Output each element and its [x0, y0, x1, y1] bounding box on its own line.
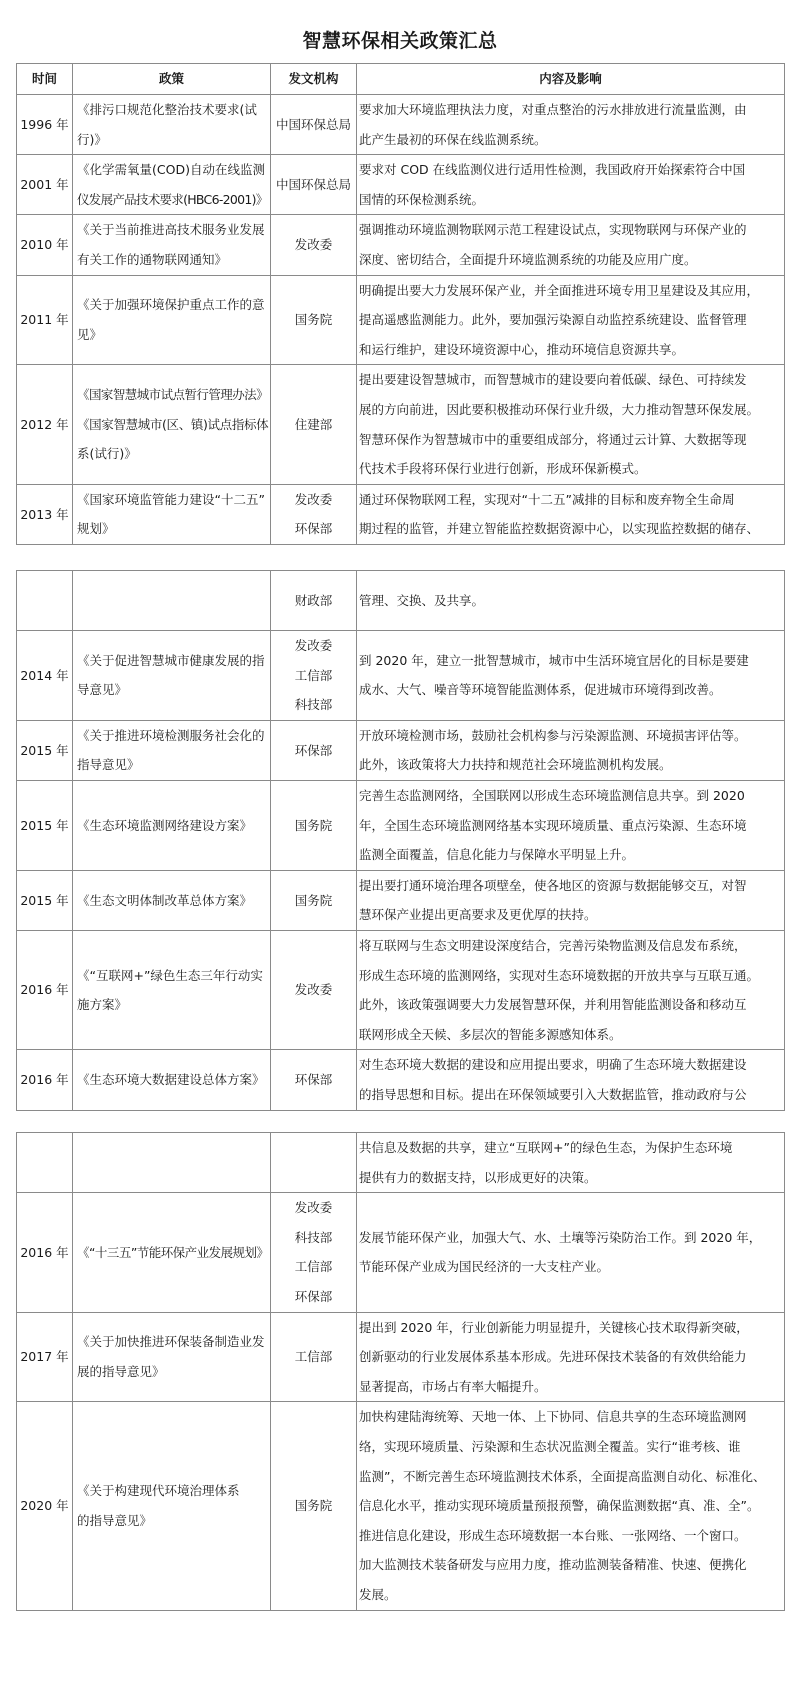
- cell-line: 环保部: [294, 742, 333, 758]
- cell-line: 科技部: [294, 697, 333, 713]
- cell-line: 管理、交换、及共享。: [359, 592, 485, 608]
- cell-line: 《关于构建现代环境治理体系: [77, 1483, 240, 1499]
- cell-line: 代技术手段将环保行业进行创新，形成环保新模式。: [359, 461, 647, 477]
- cell-policy: [73, 484, 271, 544]
- cell-line: 中国环保总局: [275, 116, 351, 132]
- table-row: [17, 930, 785, 1049]
- cell-line: 《生态文明体制改革总体方案》: [77, 892, 253, 908]
- table-row: [17, 1402, 785, 1610]
- cell-line: 《“十三五”节能环保产业发展规划》: [77, 1244, 269, 1260]
- table-row: [17, 1050, 785, 1110]
- cell-line: 展的方向前进，因此要积极推动环保行业升级，大力推动智慧环保发展。: [359, 401, 760, 417]
- cell-policy: [73, 780, 271, 870]
- cell-line: 的指导意见》: [77, 1512, 153, 1528]
- cell-line: 《关于推进环境检测服务社会化的: [77, 727, 265, 743]
- cell-line: 和运行维护，建设环境资源中心，推动环境信息资源共享。: [359, 341, 685, 357]
- cell-year: 2015 年: [17, 780, 73, 870]
- cell-line: 联网形成全天候、多层次的智能多源感知体系。: [359, 1026, 622, 1042]
- cell-line: 开放环境检测市场，鼓励社会机构参与污染源监测、环境损害评估等。: [359, 727, 747, 743]
- cell-line: 《生态环境大数据建设总体方案》: [77, 1072, 265, 1088]
- cell-line: 发改委: [294, 1200, 333, 1216]
- cell-year: [17, 571, 73, 631]
- cell-policy: [73, 1312, 271, 1402]
- cell-line: 提出要建设智慧城市，而智慧城市的建设要向着低碳、绿色、可持续发: [359, 372, 747, 388]
- cell-line: 发改委: [294, 638, 333, 653]
- cell-policy: [73, 365, 271, 484]
- cell-line: 智慧环保作为智慧城市中的重要组成部分，将通过云计算、大数据等现: [359, 431, 747, 447]
- cell-line: 共信息及数据的共享，建立“互联网+”的绿色生态，为保护生态环境: [359, 1140, 733, 1155]
- cell-org: [271, 1133, 357, 1193]
- cell-line: 要求对 COD 在线监测仪进行适用性检测，我国政府开始探索符合中国: [359, 162, 746, 178]
- cell-year: 2015 年: [17, 720, 73, 780]
- cell-line: 强调推动环境监测物联网示范工程建设试点，实现物联网与环保产业的: [359, 222, 747, 238]
- cell-line: 此产生最初的环保在线监测系统。: [359, 131, 547, 147]
- cell-line: 住建部: [294, 416, 333, 432]
- header-year: 时间: [17, 64, 73, 95]
- cell-line: 国情的环保检测系统。: [359, 191, 485, 207]
- cell-line: 财政部: [294, 592, 333, 608]
- cell-line: 加大监测技术装备研发与应用力度，推动监测装备精准、快速、便携化: [359, 1557, 747, 1573]
- cell-org: [271, 930, 357, 1049]
- cell-content: [357, 1193, 785, 1312]
- cell-content: [357, 365, 785, 484]
- cell-policy: [73, 1402, 271, 1610]
- cell-line: 信息化水平，推动实现环境质量预报预警，确保监测数据“真、准、全”。: [359, 1498, 760, 1514]
- cell-line: 将互联网与生态文明建设深度结合，完善污染物监测及信息发布系统，: [359, 937, 747, 953]
- cell-line: 到 2020 年，建立一批智慧城市，城市中生活环境宜居化的目标是要建: [359, 652, 749, 668]
- header-row: [17, 64, 785, 95]
- cell-line: 《关于加强环境保护重点工作的意: [77, 297, 265, 313]
- cell-line: 《国家智慧城市试点暂行管理办法》: [77, 387, 269, 403]
- cell-org: [271, 631, 357, 721]
- cell-line: 此外，该政策将大力扶持和规范社会环境监测机构发展。: [359, 757, 672, 773]
- cell-line: 规划》: [77, 521, 115, 537]
- cell-line: 监测”，不断完善生态环境监测技术体系，全面提高监测自动化、标准化、: [359, 1468, 766, 1484]
- cell-line: 国务院: [294, 892, 333, 908]
- cell-line: 国务院: [294, 312, 333, 328]
- cell-line: 中国环保总局: [275, 176, 351, 192]
- cell-line: 行)》: [77, 131, 107, 147]
- cell-org: [271, 870, 357, 930]
- cell-year: 2011 年: [17, 275, 73, 365]
- table-row: [17, 1133, 785, 1193]
- cell-line: 要求加大环境监理执法力度，对重点整治的污水排放进行流量监测，由: [359, 102, 747, 117]
- cell-line: 科技部: [294, 1229, 333, 1245]
- cell-content: [357, 571, 785, 631]
- cell-line: 提供有力的数据支持，以形成更好的决策。: [359, 1169, 597, 1185]
- cell-line: 络，实现环境质量、污染源和生态状况监测全覆盖。实行“谁考核、谁: [359, 1438, 741, 1454]
- cell-line: 深度、密切结合，全面提升环境监测系统的功能及应用广度。: [359, 251, 697, 267]
- cell-line: 工信部: [294, 1259, 333, 1275]
- cell-line: 见》: [77, 326, 103, 342]
- cell-content: [357, 484, 785, 544]
- cell-line: 工信部: [294, 667, 333, 683]
- cell-org: [271, 95, 357, 155]
- cell-line: 形成生态环境的监测网络，实现对生态环境数据的开放共享与互联互通。: [359, 967, 760, 983]
- cell-policy: [73, 95, 271, 155]
- cell-line: 仪发展产品技术要求(HBC6-2001)》: [77, 191, 268, 207]
- cell-line: 成水、大气、噪音等环境智能监测体系，促进城市环境得到改善。: [359, 682, 722, 698]
- cell-content: [357, 930, 785, 1049]
- cell-year: 2016 年: [17, 1050, 73, 1110]
- cell-line: 明确提出要大力发展环保产业，并全面推进环境专用卫星建设及其应用，: [359, 282, 760, 298]
- cell-org: [271, 484, 357, 544]
- table-row: [17, 571, 785, 631]
- cell-line: 《化学需氧量(COD)自动在线监测: [77, 162, 265, 178]
- cell-line: 施方案》: [77, 997, 128, 1013]
- cell-content: [357, 95, 785, 155]
- cell-line: 加快构建陆海统筹、天地一体、上下协同、信息共享的生态环境监测网: [359, 1409, 747, 1425]
- cell-year: [17, 1133, 73, 1193]
- cell-org: [271, 275, 357, 365]
- table-row: [17, 870, 785, 930]
- table-row: [17, 215, 785, 275]
- cell-line: 提出到 2020 年，行业创新能力明显提升，关键核心技术取得新突破，: [359, 1319, 749, 1335]
- table-row: [17, 1193, 785, 1312]
- cell-policy: [73, 1050, 271, 1110]
- page-title: 智慧环保相关政策汇总: [302, 30, 498, 52]
- cell-line: 《生态环境监测网络建设方案》: [77, 817, 253, 833]
- cell-year: 2001 年: [17, 155, 73, 215]
- cell-line: 环保部: [294, 521, 333, 537]
- cell-year: 2012 年: [17, 365, 73, 484]
- cell-content: [357, 155, 785, 215]
- cell-line: 完善生态监测网络，全国联网以形成生态环境监测信息共享。到 2020: [359, 787, 745, 803]
- cell-line: 发展节能环保产业，加强大气、水、土壤等污染防治工作。到 2020 年，: [359, 1229, 762, 1245]
- cell-line: 发改委: [294, 982, 333, 998]
- cell-line: 《排污口规范化整治技术要求(试: [77, 102, 257, 117]
- cell-policy: [73, 631, 271, 721]
- cell-policy: [73, 1193, 271, 1312]
- cell-policy: [73, 215, 271, 275]
- cell-year: 2015 年: [17, 870, 73, 930]
- cell-line: 环保部: [294, 1288, 333, 1304]
- cell-line: 创新驱动的行业发展体系基本形成。先进环保技术装备的有效供给能力: [359, 1349, 747, 1365]
- cell-line: 期过程的监管，并建立智能监控数据资源中心，以实现监控数据的储存、: [359, 521, 760, 537]
- cell-content: [357, 215, 785, 275]
- cell-org: [271, 1050, 357, 1110]
- cell-line: 提出要打通环境治理各项壁垒，使各地区的资源与数据能够交互，对智: [359, 877, 747, 893]
- cell-line: 年，全国生态环境监测网络基本实现环境质量、重点污染源、生态环境: [359, 817, 747, 833]
- cell-line: 《国家环境监管能力建设“十二五”: [77, 491, 265, 507]
- cell-line: 发改委: [294, 491, 333, 507]
- table-row: [17, 275, 785, 365]
- table-row: [17, 631, 785, 721]
- cell-line: 《关于加快推进环保装备制造业发: [77, 1334, 265, 1350]
- cell-line: 此外，该政策强调要大力发展智慧环保，并利用智能监测设备和移动互: [359, 997, 747, 1013]
- cell-line: 显著提高，市场占有率大幅提升。: [359, 1378, 547, 1394]
- cell-line: 指导意见》: [77, 757, 140, 773]
- cell-year: 2013 年: [17, 484, 73, 544]
- cell-line: 节能环保产业成为国民经济的一大支柱产业。: [359, 1259, 610, 1275]
- table-row: [17, 155, 785, 215]
- table-row: [17, 365, 785, 484]
- cell-org: [271, 155, 357, 215]
- cell-year: 2017 年: [17, 1312, 73, 1402]
- cell-org: [271, 365, 357, 484]
- cell-line: 《关于当前推进高技术服务业发展: [77, 222, 265, 238]
- table-row: [17, 780, 785, 870]
- table-row: [17, 1312, 785, 1402]
- cell-content: [357, 1312, 785, 1402]
- cell-year: 2020 年: [17, 1402, 73, 1610]
- cell-org: [271, 571, 357, 631]
- cell-year: 2016 年: [17, 1193, 73, 1312]
- cell-line: 工信部: [294, 1349, 333, 1365]
- cell-line: 慧环保产业提出更高要求及更优厚的扶持。: [359, 907, 597, 923]
- cell-year: 2010 年: [17, 215, 73, 275]
- cell-line: 推进信息化建设，形成生态环境数据一本台账、一张网络、一个窗口。: [359, 1527, 747, 1543]
- cell-content: [357, 870, 785, 930]
- cell-policy: [73, 1133, 271, 1193]
- cell-policy: [73, 571, 271, 631]
- cell-line: 发展。: [359, 1586, 397, 1602]
- policy-table-part-3: [16, 1132, 785, 1611]
- cell-line: 系(试行)》: [77, 446, 137, 462]
- cell-org: [271, 780, 357, 870]
- cell-line: 提高遥感监测能力。此外，要加强污染源自动监控系统建设、监督管理: [359, 312, 747, 328]
- cell-line: 通过环保物联网工程，实现对“十二五”减排的目标和废弃物全生命周: [359, 491, 735, 507]
- cell-content: [357, 631, 785, 721]
- header-org: 发文机构: [271, 64, 357, 95]
- policy-table-part-2: [16, 570, 785, 1111]
- cell-line: 环保部: [294, 1072, 333, 1088]
- cell-policy: [73, 720, 271, 780]
- cell-content: [357, 1133, 785, 1193]
- header-content: 内容及影响: [357, 64, 785, 95]
- cell-year: 1996 年: [17, 95, 73, 155]
- cell-content: [357, 1050, 785, 1110]
- cell-policy: [73, 275, 271, 365]
- cell-line: 国务院: [294, 817, 333, 833]
- cell-org: [271, 1312, 357, 1402]
- table-row: [17, 720, 785, 780]
- cell-org: [271, 1402, 357, 1610]
- cell-line: 国务院: [294, 1498, 333, 1514]
- cell-policy: [73, 930, 271, 1049]
- cell-line: 监测全面覆盖，信息化能力与保障水平明显上升。: [359, 847, 635, 863]
- cell-org: [271, 215, 357, 275]
- header-policy: 政策: [73, 64, 271, 95]
- cell-line: 《关于促进智慧城市健康发展的指: [77, 652, 265, 668]
- cell-line: 发改委: [294, 237, 333, 253]
- cell-org: [271, 720, 357, 780]
- policy-table-part-1: [16, 63, 785, 545]
- cell-line: 《“互联网+”绿色生态三年行动实: [77, 967, 263, 983]
- cell-policy: [73, 870, 271, 930]
- cell-line: 的指导思想和目标。提出在环保领域要引入大数据监管，推动政府与公: [359, 1086, 747, 1102]
- cell-content: [357, 275, 785, 365]
- cell-year: 2014 年: [17, 631, 73, 721]
- cell-line: 展的指导意见》: [77, 1363, 165, 1379]
- cell-content: [357, 780, 785, 870]
- cell-content: [357, 720, 785, 780]
- cell-content: [357, 1402, 785, 1610]
- cell-line: 有关工作的通物联网通知》: [77, 251, 228, 267]
- cell-line: 对生态环境大数据的建设和应用提出要求，明确了生态环境大数据建设: [359, 1057, 747, 1073]
- cell-line: 《国家智慧城市(区、镇)试点指标体: [77, 416, 269, 432]
- cell-org: [271, 1193, 357, 1312]
- table-row: [17, 484, 785, 544]
- table-row: [17, 95, 785, 155]
- cell-year: 2016 年: [17, 930, 73, 1049]
- cell-line: 导意见》: [77, 682, 128, 698]
- cell-policy: [73, 155, 271, 215]
